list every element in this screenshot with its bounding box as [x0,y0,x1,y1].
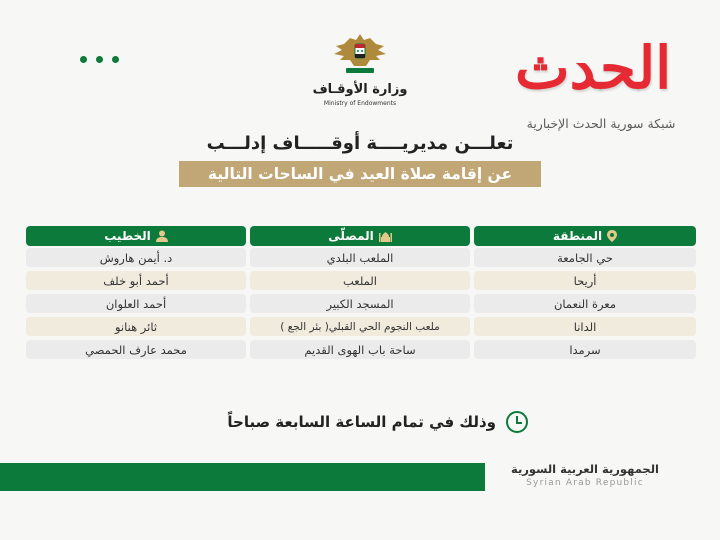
cell-region: سرمدا [474,340,696,359]
republic-name-ar: الجمهورية العربية السورية [511,462,659,476]
cell-region: الدانا [474,317,696,336]
cell-preacher: ثائر هنانو [26,317,246,336]
cell-preacher: أحمد العلوان [26,294,246,313]
ministry-name [300,82,420,107]
cell-region: معرة النعمان [474,294,696,313]
eagle-emblem-icon [330,30,390,76]
cell-musalla: ساحة باب الهوى القديم [250,340,470,359]
header-musalla-label: المصلّى [328,229,374,243]
cell-musalla: الملعب البلدي [250,248,470,267]
prayer-time-text: وذلك في تمام الساعة السابعة صباحاً [227,413,496,431]
logo-word: الحدث [515,34,672,102]
cell-musalla: المسجد الكبير [250,294,470,313]
header-region [474,226,696,246]
location-pin-icon [607,230,617,242]
ministry-name-en: Ministry of Endowments [323,100,397,107]
ministry-name-ar: وزارة الأوقـاف [312,82,408,97]
header-musalla [250,226,470,246]
cell-musalla: ملعب النجوم الحي القبلي( بئر الجع ) [250,317,470,336]
page-title: تعلـــن مديريــــة أوقـــــاف إدلـــب [206,133,514,154]
header-region-label: المنطقة [552,229,603,243]
cell-region: أريحا [474,271,696,290]
logo-subtitle: شبكة سورية الحدث الإخبارية [526,116,676,131]
footer-green-bar [0,463,485,491]
cell-preacher: أحمد أبو خلف [26,271,246,290]
mosque-icon [379,231,392,242]
cell-region: حي الجامعة [474,248,696,267]
cell-preacher: د. أيمن هاروش [26,248,246,267]
republic-label [505,462,665,488]
person-icon [156,230,168,242]
republic-name-en: Syrian Arab Republic [526,478,644,488]
more-dots-icon[interactable] [80,56,119,63]
cell-musalla: الملعب [250,271,470,290]
clock-icon [506,411,528,433]
cell-preacher: محمد عارف الحمصي [26,340,246,359]
prayer-time-note [168,410,528,434]
subheadline-banner: عن إقامة صلاة العيد في الساحات التالية [179,161,541,187]
header-preacher [26,226,246,246]
news-logo [505,30,695,142]
header-preacher-label: الخطيب [104,229,151,243]
